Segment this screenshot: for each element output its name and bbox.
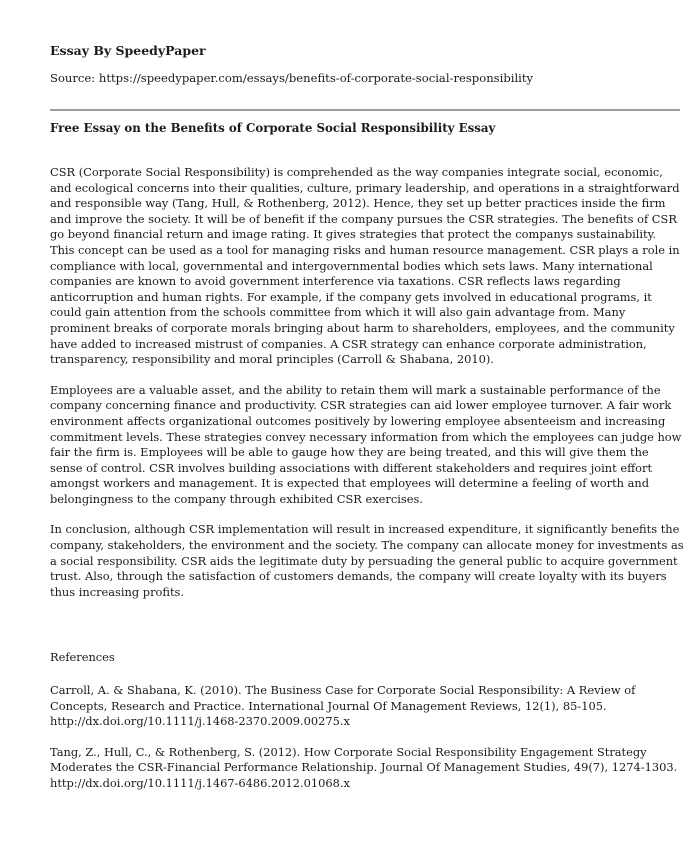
- header-divider: [50, 109, 680, 111]
- references-list: [50, 683, 684, 807]
- essay-body: [50, 165, 684, 615]
- reference-item: Carroll, A. & Shabana, K. (2010). The Business Case for Corporate Social Responsibility: A Review of Concepts, Research and Practice. International Journal Of Management Reviews, 12(1), 85-105. http://dx.doi.org/10.1111/j.1468-2370.2009.00275.x: [50, 683, 636, 729]
- essay-paragraph: CSR (Corporate Social Responsibility) is comprehended as the way companies integrate social, economic, and ecological concerns into their qualities, culture, primary leadership, and operations in a straightforward and responsible way (Tang, Hull, & Rothenberg, 2012). Hence, they set up better practices inside the firm and improve the society. It will be of benefit if the company pursues the CSR strategies. The benefits of CSR go beyond financial return and image rating. It gives strategies that protect the companys sustainability. This concept can be used as a tool for managing risks and human resource management. CSR plays a role in compliance with local, governmental and intergovernmental bodies which sets laws. Many international companies are known to avoid government interference via taxations. CSR reflects laws regarding anticorruption and human rights. For example, if the company gets involved in educational programs, it could gain attention from the schools committee from which it will also gain advantage from. Many prominent breaks of corporate morals bringing about harm to shareholders, employees, and the community have added to increased mistrust of companies. A CSR strategy can enhance corporate administration, transparency, responsibility and moral principles (Carroll & Shabana, 2010).: [50, 165, 680, 367]
- source-line: Source: https://speedypaper.com/essays/benefits-of-corporate-social-responsibility: [50, 71, 534, 85]
- essay-title: Free Essay on the Benefits of Corporate Social Responsibility Essay: [50, 121, 496, 135]
- essay-paragraph: Employees are a valuable asset, and the ability to retain them will mark a sustainable performance of the company concerning finance and productivity. CSR strategies can aid lower employee turnover. A fair work environment affects organizational outcomes positively by lowering employee absenteeism and increasing commitment levels. These strategies convey necessary information from which the employees can judge how fair the firm is. Employees will be able to gauge how they are being treated, and this will give them the sense of control. CSR involves building associations with different stakeholders and requires joint effort amongst workers and management. It is expected that employees will determine a feeling of worth and belongingness to the company through exhibited CSR exercises.: [50, 382, 682, 506]
- document-header-title: Essay By SpeedyPaper: [50, 43, 206, 58]
- reference-item: Tang, Z., Hull, C., & Rothenberg, S. (2012). How Corporate Social Responsibility Engagement Strategy Moderates the CSR-Financial Performance Relationship. Journal Of Management Studies, 49(7), 1274-1303. http://dx.doi.org/10.1111/j.1467-6486.2012.01068.x: [50, 744, 678, 790]
- references-heading: References: [50, 650, 115, 664]
- essay-paragraph: In conclusion, although CSR implementation will result in increased expenditure, it significantly benefits the company, stakeholders, the environment and the society. The company can allocate money for investments as a social responsibility. CSR aids the legitimate duty by persuading the general public to acquire government trust. Also, through the satisfaction of customers demands, the company will create loyalty with its buyers thus increasing profits.: [50, 522, 684, 599]
